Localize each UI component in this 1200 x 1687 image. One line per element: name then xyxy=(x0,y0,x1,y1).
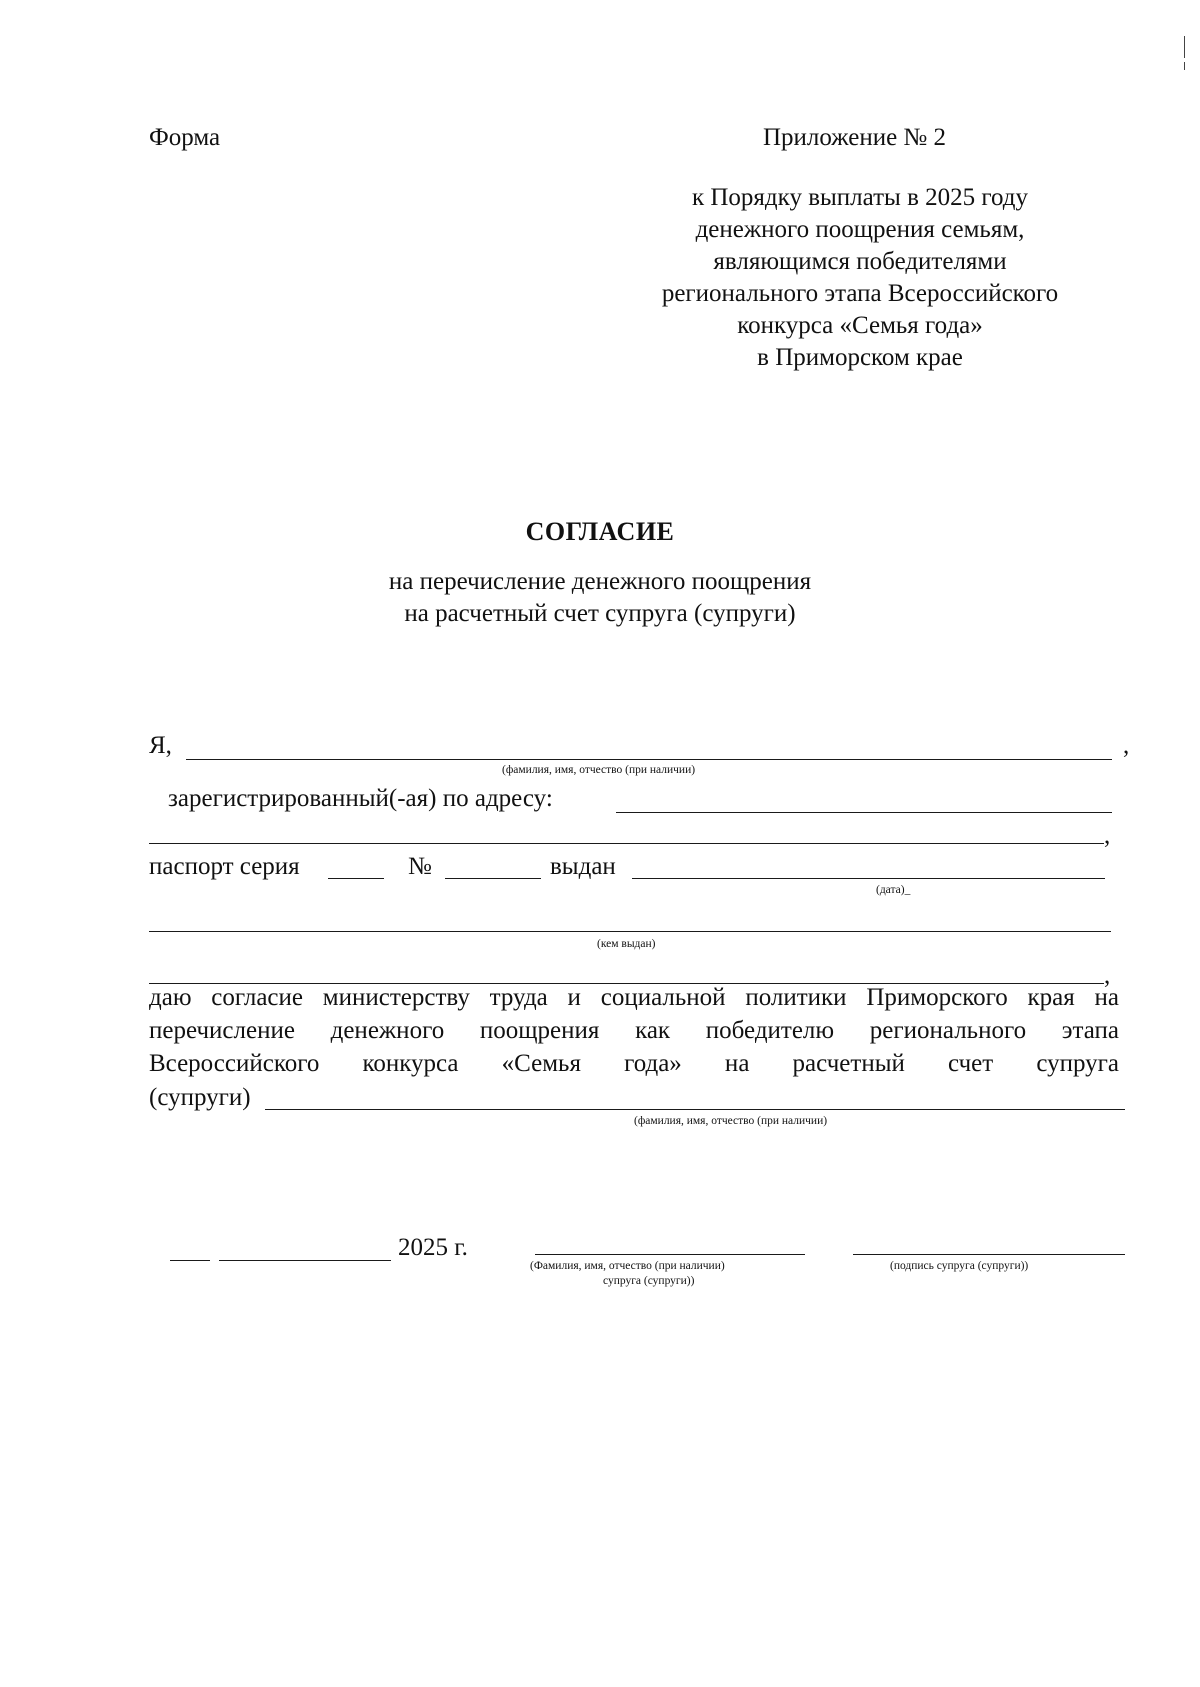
scan-edge-mark xyxy=(1184,62,1185,70)
passport-series-label: паспорт серия xyxy=(149,853,300,880)
appendix-line: денежного поощрения семьям, xyxy=(695,216,1025,243)
form-label: Форма xyxy=(149,124,221,151)
subtitle-line: на расчетный счет супруга (супруги) xyxy=(404,600,796,627)
appendix-line: регионального этапа Всероссийского xyxy=(661,280,1059,307)
consent-line: перечисление денежного поощрения как победителю регионального этапа xyxy=(149,1017,1119,1044)
scan-edge-mark xyxy=(1184,36,1185,58)
issue-date-input-line[interactable] xyxy=(632,878,1105,879)
consent-line: Всероссийского конкурса «Семья года» на расчетный счет супруга xyxy=(149,1050,1119,1077)
document-title: СОГЛАСИЕ xyxy=(525,517,675,546)
date-caption: (дата)_ xyxy=(876,884,911,896)
issued-label: выдан xyxy=(550,853,616,880)
ya-label: Я, xyxy=(149,732,172,759)
document-subtitle xyxy=(0,566,1200,630)
address-input-line[interactable] xyxy=(616,812,1112,813)
passport-series-input-line[interactable] xyxy=(328,878,384,879)
consent-line: даю согласие министерству труда и социальной политики Приморского края на xyxy=(149,984,1119,1011)
comma: , xyxy=(1123,732,1130,759)
year-label: 2025 г. xyxy=(398,1234,468,1261)
spouse-fio-signature-caption: супруга (супруги)) xyxy=(603,1275,695,1287)
registered-label: зарегистрированный(-ая) по адресу: xyxy=(168,785,553,812)
spouse-fio-signature-caption: (Фамилия, имя, отчество (при наличии) xyxy=(530,1260,725,1272)
fio-input-line[interactable] xyxy=(186,759,1112,760)
subtitle-line: на перечисление денежного поощрения xyxy=(388,568,812,595)
consent-paragraph xyxy=(149,981,1119,1080)
spouse-signature-caption: (подпись супруга (супруги)) xyxy=(890,1260,1029,1272)
address-continuation-line[interactable] xyxy=(149,843,1104,844)
appendix-line: конкурса «Семья года» xyxy=(737,312,983,339)
passport-number-input-line[interactable] xyxy=(445,878,541,879)
issued-by-caption: (кем выдан) xyxy=(597,938,656,950)
issued-by-input-line[interactable] xyxy=(149,931,1111,932)
number-label: № xyxy=(408,853,432,880)
date-day-input-line[interactable] xyxy=(170,1260,210,1261)
appendix-reference xyxy=(610,182,1110,374)
appendix-line: в Приморском крае xyxy=(757,344,963,371)
spouse-fio-caption: (фамилия, имя, отчество (при наличии) xyxy=(634,1115,828,1127)
appendix-title: Приложение № 2 xyxy=(763,124,947,151)
date-month-input-line[interactable] xyxy=(219,1260,391,1261)
fio-caption: (фамилия, имя, отчество (при наличии) xyxy=(502,764,696,776)
spouse-fio-signature-line[interactable] xyxy=(535,1254,805,1255)
appendix-line: к Порядку выплаты в 2025 году xyxy=(691,184,1029,211)
appendix-line: являющимся победителями xyxy=(713,248,1007,275)
spouse-label: (супруги) xyxy=(149,1084,251,1111)
comma: , xyxy=(1104,822,1111,849)
comma: , xyxy=(1104,962,1111,989)
spouse-fio-input-line[interactable] xyxy=(265,1109,1125,1110)
spouse-signature-line[interactable] xyxy=(853,1254,1125,1255)
